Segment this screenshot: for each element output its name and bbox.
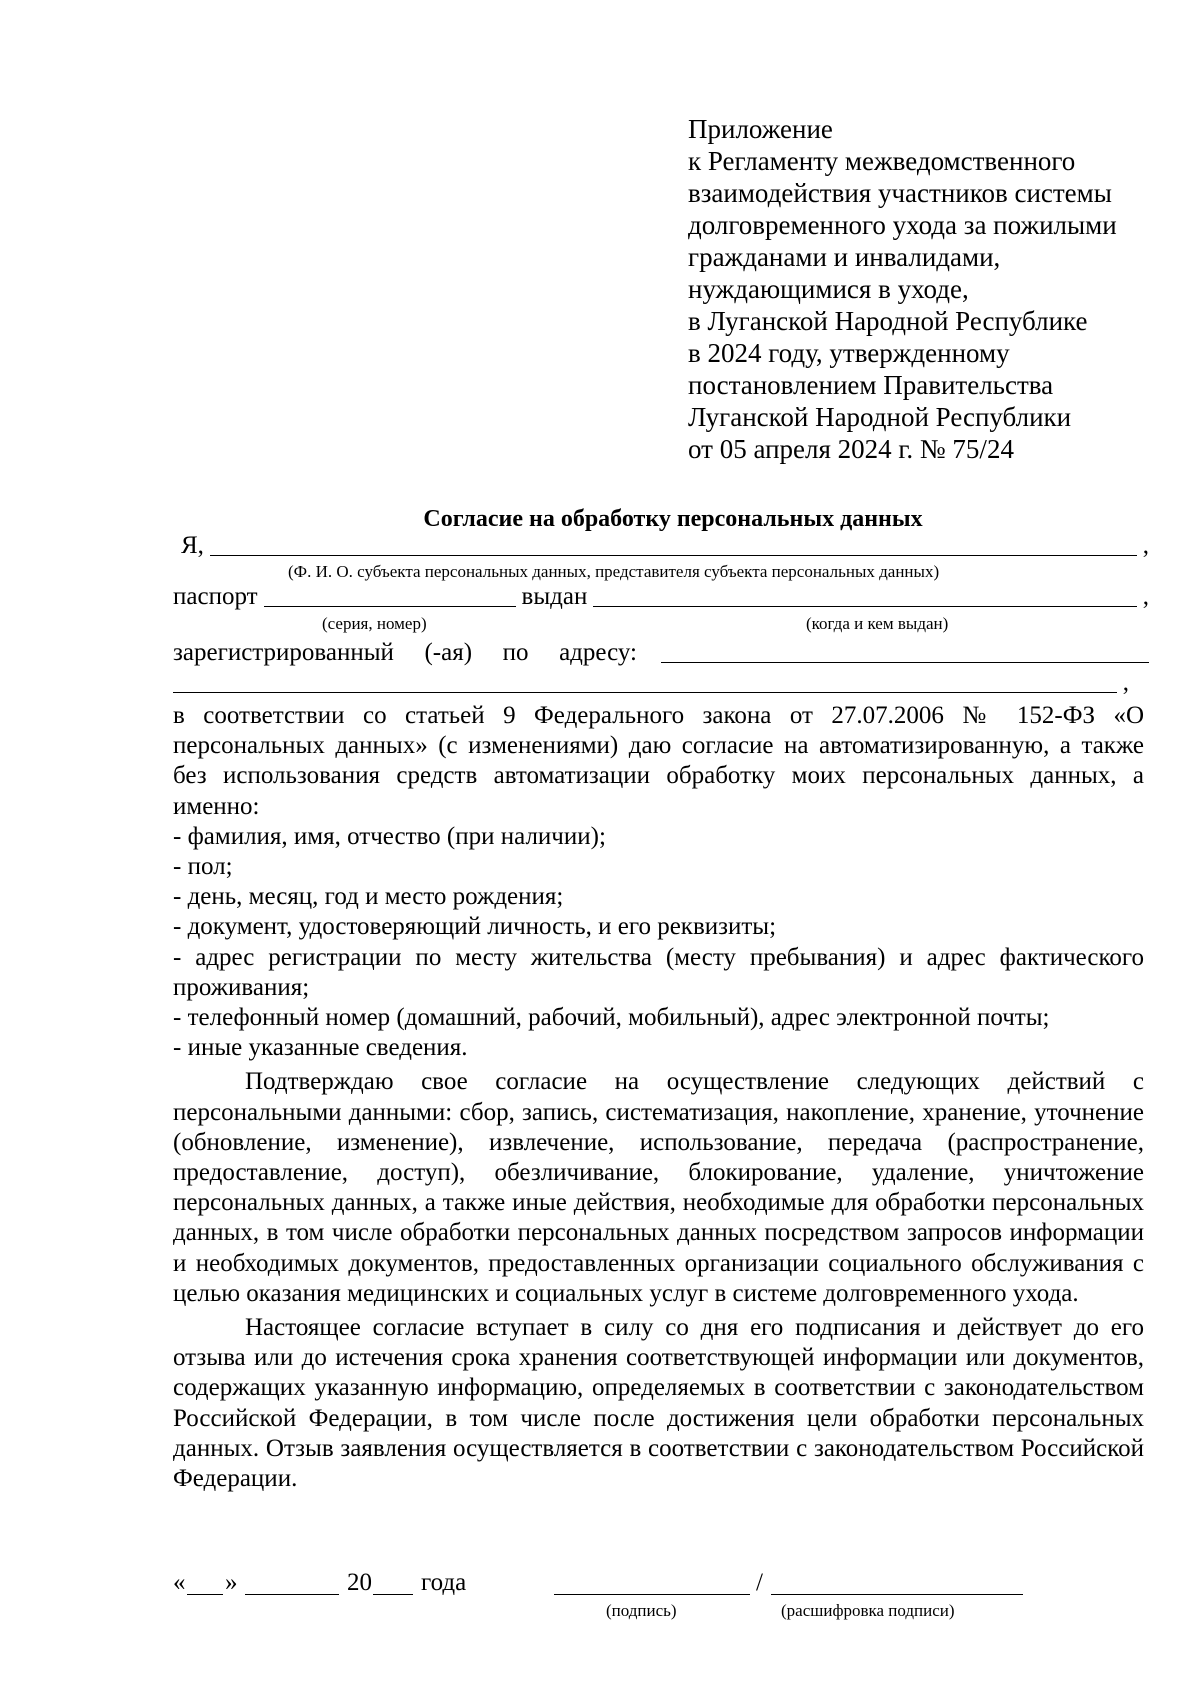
fio-hint: (Ф. И. О. субъекта персональных данных, представителя субъекта персональных данных) [288,562,940,581]
annex-line: Луганской Народной Республики [688,402,1072,432]
decoding-hint: (расшифровка подписи) [781,1601,955,1620]
annex-line: в Луганской Народной Республике [688,306,1088,336]
validity-paragraph: Настоящее согласие вступает в силу со дня его подписания и действует до его отзыва или до истечения срока хранения соответствующей информации или документов, содержащих указанную информацию, определяемых в соответствии с законодательством Российской Федерации, в том числе после достижения цели обработки персональных данных. Отзыв заявления осуществляется в соответствии с законодательством Российской Федерации. [173,1314,1144,1493]
annex-line: в 2024 году, утвержденному [688,338,1010,368]
passport-label: паспорт [173,583,258,610]
annex-line: взаимодействия участников системы [688,178,1112,208]
address-label-word: по [502,639,529,666]
actions-paragraph: Подтверждаю свое согласие на осуществление следующих действий с персональными данными: сбор, запись, систематизация, накопление, хранение, уточнение (обновление, изменение), извлечение, использование, передача (распространение, предоставление, доступ), обезличивание, блокирование, удаление, уничтожение персональных данных, а также иные действия, необходимые для обработки персональных данных, в том числе обработки персональных данных посредством запросов информации и необходимых документов, предоставленных организации социального обслуживания с целью оказания медицинских и социальных услуг в системе долговременного ухода. [173,1068,1144,1307]
annex-line: гражданами и инвалидами, [688,242,1001,272]
series-hint: (серия, номер) [322,614,427,633]
data-list-item: - пол; [173,853,233,881]
data-list-item: - день, месяц, год и место рождения; [173,883,564,911]
fio-field[interactable] [210,531,1137,556]
slash: / [756,1569,763,1596]
passport-number-field[interactable] [264,582,516,607]
address-label-word: адресу: [559,639,637,666]
annex-line: от 05 апреля 2024 г. № 75/24 [688,434,1014,464]
address-label-word: (-ая) [424,639,473,666]
annex-line: нуждающимися в уходе, [688,274,969,304]
address-field-continued[interactable] [173,668,1117,693]
annex-line: долговременного ухода за пожилыми [688,210,1117,240]
annex-line: к Регламенту межведомственного [688,146,1076,176]
signature-row [173,1568,1153,1600]
intro-paragraph: в соответствии со статьей 9 Федерального закона от 27.07.2006 № 152-ФЗ «О персональных данных» (с изменениями) даю согласие на автоматизированную, а также без использования средств автоматизации обработку моих персональных данных, а именно: [173,702,1144,820]
address-row [173,638,1149,668]
year-word: года [421,1569,467,1596]
data-list-item: - адрес регистрации по месту жительства (месту пребывания) и адрес фактического проживания; [173,943,1144,1001]
issued-hint: (когда и кем выдан) [806,614,949,633]
address-label-word: зарегистрированный [173,639,394,666]
document-title: Согласие на обработку персональных данных [423,506,923,532]
open-quote: « [173,1569,186,1596]
passport-row [173,582,1149,612]
year-field[interactable] [373,1572,413,1595]
annex-line: постановлением Правительства [688,370,1054,400]
month-field[interactable] [245,1572,339,1595]
data-list-item: - иные указанные сведения. [173,1034,468,1062]
day-field[interactable] [187,1572,223,1595]
annex-line: Приложение [688,114,833,144]
annex-header [688,113,1168,465]
comma: , [1122,669,1129,696]
comma: , [1142,532,1149,559]
i-label: Я, [181,532,204,559]
passport-issued-field[interactable] [593,582,1136,607]
signature-hint: (подпись) [606,1601,677,1620]
comma: , [1142,583,1149,610]
data-list-item: - фамилия, имя, отчество (при наличии); [173,822,606,850]
consent-body [173,701,1144,1494]
signature-field[interactable] [554,1572,750,1595]
issued-label: выдан [521,583,588,610]
address-field[interactable] [661,638,1149,663]
fio-row [173,531,1149,561]
address-row-2 [173,668,1149,698]
address-label [173,638,637,668]
signature-decoding-field[interactable] [771,1572,1023,1595]
century-label: 20 [347,1569,372,1596]
data-list-item: - документ, удостоверяющий личность, и его реквизиты; [173,913,777,941]
data-list-item: - телефонный номер (домашний, рабочий, мобильный), адрес электронной почты; [173,1004,1050,1032]
close-quote: » [225,1569,238,1596]
